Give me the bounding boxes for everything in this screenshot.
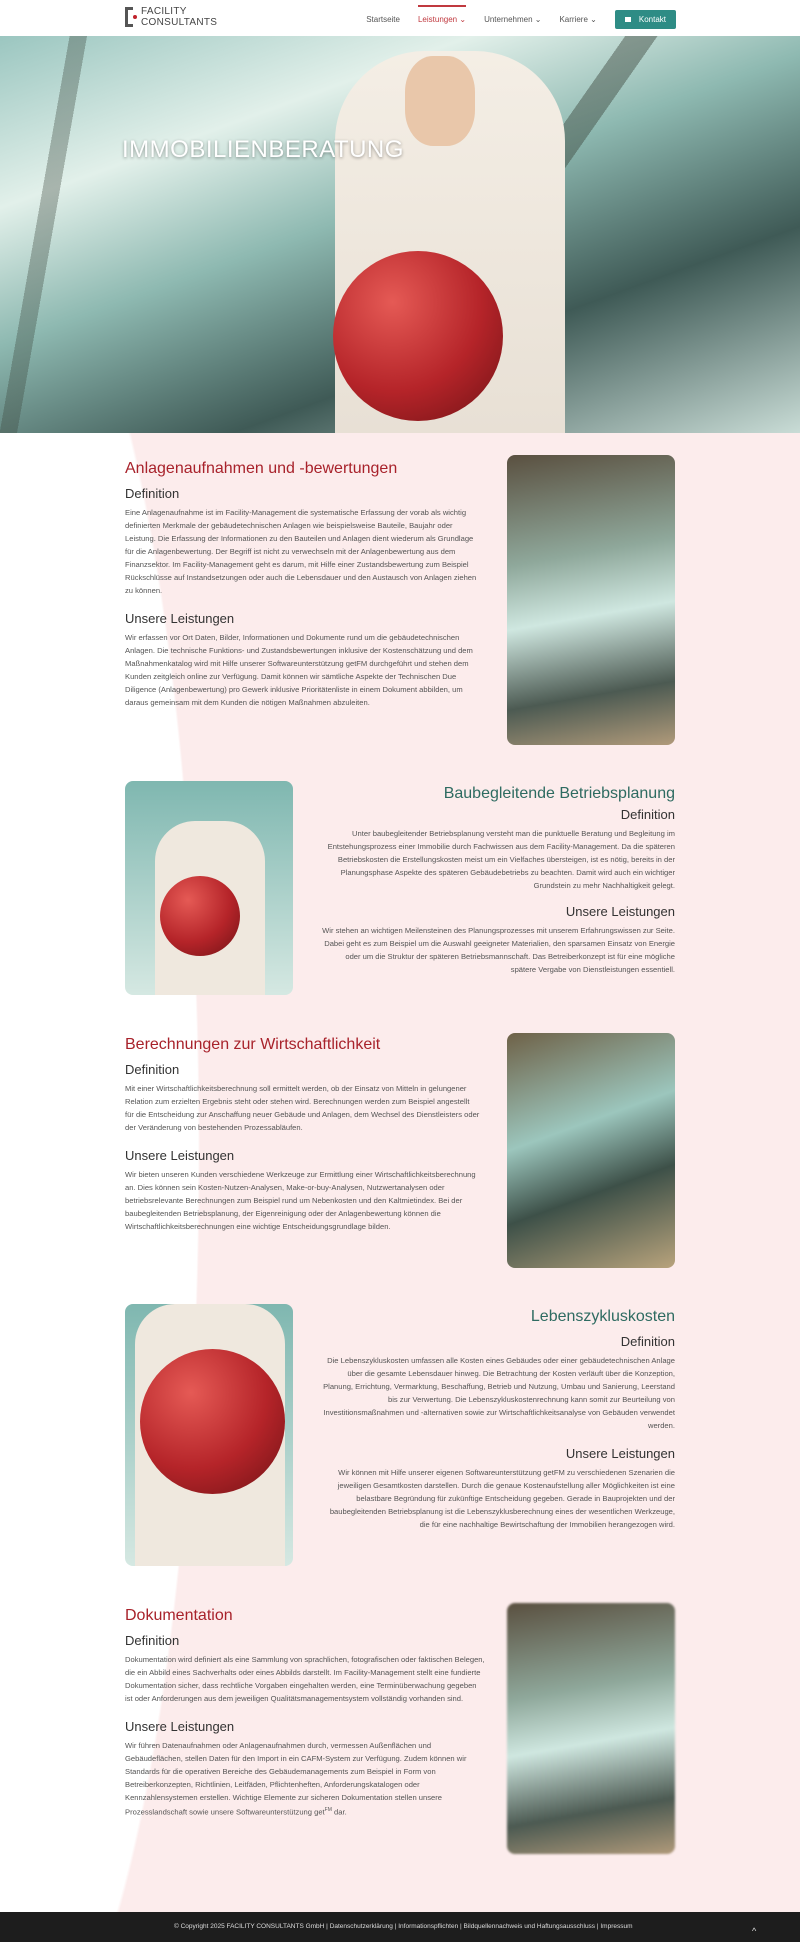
nav-karriere[interactable]: Karriere ⌄ (559, 15, 597, 24)
definition-heading: Definition (620, 807, 675, 822)
services-text-sup: FM (324, 1807, 332, 1813)
services-heading: Unsere Leistungen (125, 1719, 235, 1734)
definition-text: Mit einer Wirtschaftlichkeitsberechnung soll ermittelt werden, ob der Einsatz von Mitteln in gelungener Relation zum erzielten Ergebnis steht oder stehen wird. Berechnungen werden zum Beispiel angestellt für die Entscheidung zur Anschaffung neuer Gebäude und Anlagen, dem Wechsel des Dienstleisters oder der Veränderung von bestehenden Prozessabläufen. (125, 1084, 480, 1132)
logo-line1: FACILITY (141, 6, 187, 17)
footer-link-informationspflichten[interactable]: Informationspflichten (398, 1923, 459, 1930)
hero-red-ball (333, 251, 503, 421)
services-heading: Unsere Leistungen (125, 611, 235, 626)
footer-link-impressum[interactable]: Impressum (600, 1923, 633, 1930)
hero-person-head (405, 56, 475, 146)
footer-link-datenschutz[interactable]: Datenschutzerklärung (329, 1923, 393, 1930)
logo-mark-icon (125, 7, 133, 27)
services-text-main: Wir führen Datenaufnahmen oder Anlagenaufnahmen durch, vermessen Außenflächen und Gebäudeflächen, stellen Daten für den Import in ein CAFM-System zur Verfügung. Zudem können wir Standards für die operativen Bereiche des Gebäudemanagements zum Beispiel in Form von Betreiberkonzepten, Richtlinien, Leitfäden, Pflichtenheften, Anforderungskatalogen oder Kennzahlensystemen erstellen. Wichtige Elemente zur sicheren Dokumentation stellen unsere Prozesslandschaft sowie unsere Softwareunterstützung get (125, 1741, 467, 1817)
services-heading: Unsere Leistungen (125, 1148, 235, 1163)
definition-heading: Definition (125, 1062, 180, 1077)
services-heading: Unsere Leistungen (565, 1446, 675, 1461)
definition-text: Dokumentation wird definiert als eine Sammlung von sprachlichen, fotografischen oder faktischen Belegen, die ein Abbild eines Sachverhalts oder eines Abbilds darstellt. Im Facility-Management stellt eine fundierte Dokumentation sicher, dass rechtliche Vorgaben eingehalten werden, eine Terminüberwachung gegeben ist oder Anforderungen aus dem jeweiligen Qualitätsmanagementsystem vollständig vorhanden sind. (125, 1655, 485, 1703)
red-ball (160, 876, 240, 956)
mail-icon (625, 17, 631, 22)
scroll-top-icon[interactable]: ^ (752, 1926, 757, 1936)
definition-heading: Definition (620, 1334, 675, 1349)
section-title: Anlagenaufnahmen und -bewertungen (125, 460, 398, 477)
definition-heading: Definition (125, 1633, 180, 1648)
section-wirtschaftlichkeit (125, 1036, 480, 1233)
site-footer (0, 1912, 800, 1942)
logo-line2: CONSULTANTS (141, 17, 218, 28)
logo-dot-icon (133, 15, 137, 19)
definition-text: Die Lebenszykluskosten umfassen alle Kosten eines Gebäudes oder einer gebäudetechnischen Anlage über die gesamte Lebensdauer hinweg. Die Betrachtung der Kosten verläuft über die Konzeption, Planung, Errichtung, Vermarktung, Beschaffung, Betrieb und Nutzung, Umbau und Sanierung, Leerstand bis zur Verwertung. Die Lebenszykluskostenrechnung kann somit zur Beurteilung von Investitionsmaßnahmen und -alternativen sowie zur Wirtschaftlichkeitsanalyse von Gebäuden verwendet werden. (323, 1356, 675, 1430)
copyright: © Copyright 2025 FACILITY CONSULTANTS GmbH (174, 1923, 325, 1930)
services-text: Wir erfassen vor Ort Daten, Bilder, Informationen und Dokumente rund um die gebäudetechnischen Anlagen. Die technische Funktions- und Zustandsbewertungen inklusive der Kostenschätzung und dem Maßnahmenkatalog wird mit Hilfe unserer Softwareunterstützung getFM durchgeführt und stehen dem Kunden zeitgleich online zur Verfügung. Damit können wir sämtliche Aspekte der Technischen Due Diligence (Anlagenbewertung) pro Gewerk inklusive Prioritätenliste in einem Dokument abbilden, um daraus gemeinsam mit dem Kunden die nötigen Maßnahmen abzuleiten. (125, 633, 473, 707)
section-betriebsplanung (320, 785, 675, 976)
nav-unternehmen[interactable]: Unternehmen ⌄ (484, 15, 542, 24)
section-title: Baubegleitende Betriebsplanung (443, 785, 675, 802)
services-text (125, 1739, 485, 1819)
section-dokumentation (125, 1607, 485, 1819)
section-anlagenaufnahmen (125, 460, 480, 709)
section-title: Berechnungen zur Wirtschaftlichkeit (125, 1036, 381, 1053)
footer-text: © Copyright 2025 FACILITY CONSULTANTS GmbH | Datenschutzerklärung | Informationspflichten | Bildquellennachweis und Haftungsausschluss | Impressum (174, 1923, 633, 1930)
definition-text: Unter baubegleitender Betriebsplanung versteht man die punktuelle Beratung und Begleitung im Entstehungsprozess einer Immobilie durch Fachwissen aus dem Facility-Management. Da die späteren Betriebskosten die Erstellungskosten meist um ein Vielfaches übersteigen, ist es nötig, bereits in der Planungsphase Aspekte des späteren Gebäudebetriebs zu beachten. Damit wird auch ein wichtiger Grundstein zu mehr Nachhaltigkeit gelegt. (327, 829, 675, 890)
hero-banner (0, 36, 800, 433)
section-lebenszykluskosten (320, 1308, 675, 1531)
section-title: Lebenszykluskosten (530, 1308, 675, 1325)
nav-startseite[interactable]: Startseite (366, 15, 400, 24)
services-text: Wir bieten unseren Kunden verschiedene Werkzeuge zur Ermittlung einer Wirtschaftlichkeitsberechnung an. Dies können sein Kosten-Nutzen-Analysen, Make-or-buy-Analysen, Nutzwertanalysen oder betriebsrelevante Berechnungen zum Beispiel rund um Nebenkosten und den Kaltmietindex. Bei der baubegleitenden Betriebsplanung, der Eigenreinigung oder der Anlagenbewertung können die Wirtschaftlichkeitsberechnungen eine wichtige Entscheidungsgrundlage bilden. (125, 1170, 476, 1231)
red-ball (140, 1349, 285, 1494)
definition-heading: Definition (125, 486, 180, 501)
site-header (0, 0, 800, 36)
section-image-blurred-building (507, 1603, 675, 1854)
section-image-hall (507, 1033, 675, 1268)
services-text: Wir können mit Hilfe unserer eigenen Softwareunterstützung getFM zu verschiedenen Szenarien die jeweiligen Gesamtkosten darstellen. Durch die genaue Kostenaufstellung aller Möglichkeiten ist eine belastbare Begründung für zukünftige Entscheidung gegeben. Gerade in Bauprojekten und der baubegleitenden Betriebsplanung ist die Lebenszyklusberechnung eines der wesentlichen Werkzeuge, die für eine nachhaltige Bewirtschaftung der Immobilien herangezogen wird. (329, 1468, 675, 1529)
services-text: Wir stehen an wichtigen Meilensteinen des Planungsprozesses mit unserem Erfahrungswissen zur Seite. Dabei geht es zum Beispiel um die Auswahl geeigneter Materialien, den sparsamen Einsatz von Energie oder um die Struktur der späteren Betriebsmannschaft. Das Betreiberkonzept ist für eine mögliche spätere Vergabe von Dienstleistungen essentiell. (322, 926, 675, 974)
section-image-person (125, 781, 293, 995)
main-nav (366, 10, 676, 29)
footer-link-bildquellen[interactable]: Bildquellennachweis und Haftungsausschluss (463, 1923, 596, 1930)
logo[interactable] (125, 6, 217, 28)
section-title: Dokumentation (125, 1607, 233, 1624)
services-heading: Unsere Leistungen (565, 904, 675, 919)
kontakt-label: Kontakt (638, 15, 666, 24)
services-text-end: dar. (331, 1807, 347, 1817)
definition-text: Eine Anlagenaufnahme ist im Facility-Management die systematische Erfassung der vorab als wichtig definierten Merkmale der gebäudetechnischen Anlagen wie beispielsweise Bauteile, Baujahr oder Leistung. Die Erfassung der Informationen zu den Bauteilen und Anlagen dient wiederum als Grundlage für die Anlagenbewertung. Der Begriff ist nicht zu verwechseln mit der Anlagenbewertung aus dem Finanzsektor. Im Facility-Management geht es darum, mit Hilfe einer Zustandsbewertung zum Beispiel Rückschlüsse auf Instandsetzungen oder auch die Lebensdauer und den Austausch von Anlagen ziehen zu können. (125, 508, 477, 595)
section-image-building (507, 455, 675, 745)
hero-title: IMMOBILIENBERATUNG (122, 136, 404, 163)
nav-leistungen[interactable]: Leistungen ⌄ (417, 15, 467, 24)
section-image-person-closeup (125, 1304, 293, 1566)
kontakt-button[interactable] (615, 10, 676, 29)
